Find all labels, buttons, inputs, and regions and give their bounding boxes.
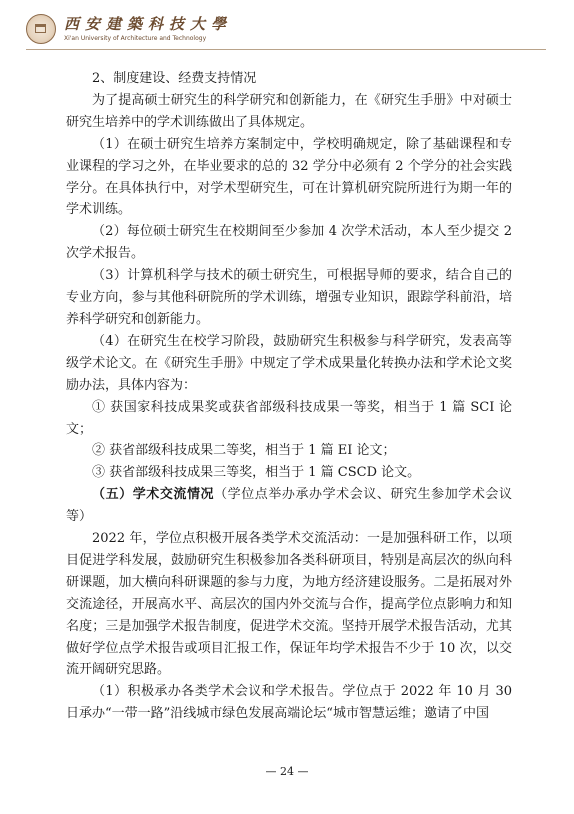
university-seal-icon: [26, 14, 56, 44]
paragraph-2: （2）每位硕士研究生在校期间至少参加 4 次学术活动，本人至少提交 2 次学术报告。: [66, 224, 512, 262]
award-item-1: ① 获国家科技成果奖或获省部级科技成果一等奖，相当于 1 篇 SCI 论文；: [66, 399, 512, 437]
section-5-title: （五）学术交流情况: [92, 487, 215, 503]
university-name-en: Xi'an University of Architecture and Technology: [64, 35, 207, 42]
award-item-3: ③ 获省部级科技成果三等奖，相当于 1 篇 CSCD 论文。: [92, 465, 421, 481]
page-number: — 24 —: [265, 765, 309, 778]
paragraph-5: 2022 年，学位点积极开展各类学术交流活动：一是加强科研工作，以项目促进学科发展，鼓励研究生积极参加各类科研项目，特别是高层次的纵向科研课题，加大横向科研课题的参与力度，为地方经济建设服务。二是拓展对外交流途径，开展高水平、高层次的国内外交流与合作，提高学位点影响力和知名度；三是加强学术报告制度，促进学术交流。坚持开展学术报告活动，尤其做好学位点学术报告或项目汇报工作，保证年均学术报告不少于 10 次，以交流开阔研究思路。: [66, 531, 512, 678]
award-item-2: ② 获省部级科技成果二等奖，相当于 1 篇 EI 论文；: [92, 443, 396, 459]
paragraph-4: （4）在研究生在校学习阶段，鼓励研究生积极参与科学研究，发表高等级学术论文。在《研究生手册》中规定了学术成果量化转换办法和学术论文奖励办法，具体内容为：: [66, 333, 512, 393]
paragraph-3: （3）计算机科学与技术的硕士研究生，可根据导师的要求，结合自己的专业方向，参与其他科研院所的学术训练，增强专业知识，跟踪学科前沿，培养科学研究和创新能力。: [66, 268, 512, 327]
intro-paragraph: 为了提高硕士研究生的科学研究和创新能力，在《研究生手册》中对硕士研究生培养中的学术训练做出了具体规定。: [66, 92, 512, 130]
header-divider: [26, 49, 546, 50]
page-header: [26, 12, 326, 52]
section-5-heading: [66, 484, 512, 528]
section-heading: 2、制度建设、经费支持情况: [92, 71, 257, 86]
paragraph-1: （1）在硕士研究生培养方案制定中，学校明确规定，除了基础课程和专业课程的学习之外，在毕业要求的总的 32 学分中必须有 2 个学分的社会实践学分。在具体执行中，对学术型研究生，可在计算机研究院所进行为期一年的学术训练。: [66, 136, 512, 218]
university-name-cn: 西安建築科技大學: [64, 15, 233, 33]
section-5-note: （学位点举办承办学术会议、研究生参加学术会议等）: [66, 487, 512, 525]
document-body: [66, 68, 512, 725]
paragraph-6: （1）积极承办各类学术会议和学术报告。学位点于 2022 年 10 月 30 日承办“一带一路”沿线城市绿色发展高端论坛“城市智慧运维；邀请了中国: [66, 684, 512, 722]
